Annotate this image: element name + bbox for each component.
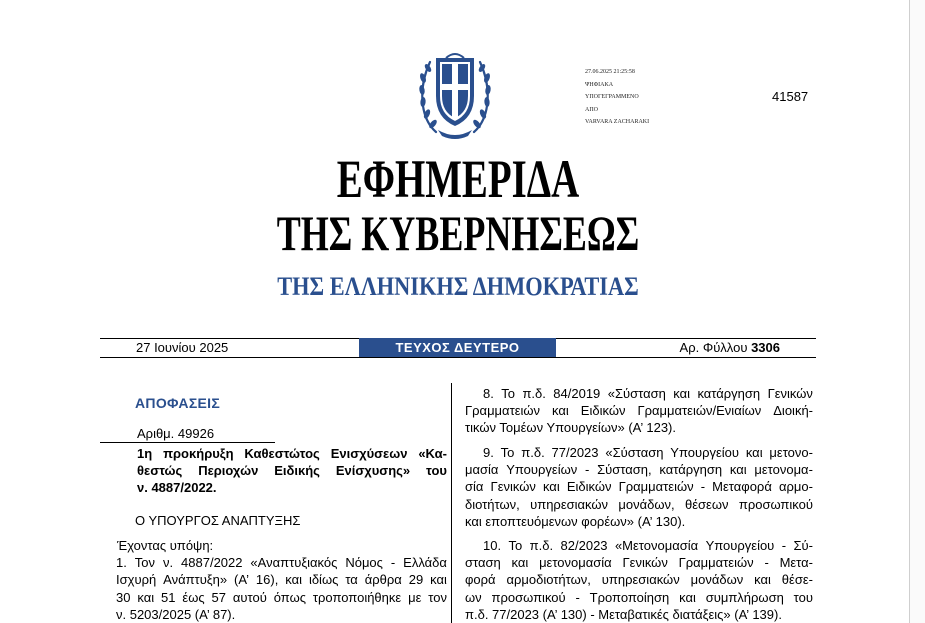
text-line: σία Γενικών και Ειδικών Γραμματειών - Μεταφορά αρμο- bbox=[465, 479, 813, 495]
gazette-title-line1: ΕΦΗΜΕΡΙΔΑ bbox=[336, 149, 580, 209]
text-line: ν. 4887/2022. bbox=[137, 480, 217, 495]
recital-item bbox=[465, 385, 813, 437]
decision-title bbox=[137, 445, 447, 496]
signature-line: ΨΗΦΙΑΚΑ bbox=[585, 81, 614, 88]
text-line: Ισχυρή Ανάπτυξη» (Α’ 16), και ιδίως τα άρθρα 29 και bbox=[116, 572, 447, 588]
text-line: 30 και 51 έως 57 αυτού όπως τροποποιήθηκε με τον bbox=[116, 589, 447, 605]
text-line: ων προσωπικού - Τροποποίηση και συμπλήρωση του bbox=[465, 589, 813, 605]
page-number: 41587 bbox=[772, 89, 809, 104]
column-divider bbox=[451, 383, 452, 623]
band-bottom-rule bbox=[100, 357, 816, 358]
text-line: φορά αρμοδιοτήτων, υπηρεσιακών μονάδων και θέσε- bbox=[465, 572, 813, 588]
text-line: σταση και μετονομασία Γενικών Γραμματειών - Μετα- bbox=[465, 555, 813, 571]
text-line: 8. Το π.δ. 84/2019 «Σύσταση και κατάργηση Γενικών bbox=[483, 386, 813, 401]
sheet-number-value: 3306 bbox=[751, 340, 780, 355]
text-line: π.δ. 77/2023 (Α’ 130) - Μεταβατικές διατάξεις» (Α’ 139). bbox=[465, 606, 782, 622]
having-regard: Έχοντας υπόψη: bbox=[117, 538, 214, 553]
sheet-number bbox=[680, 340, 780, 355]
text-line: 1η προκήρυξη Καθεστώτος Ενισχύσεων «Κα- bbox=[137, 446, 447, 461]
text-line: μασία Υπουργείων - Σύσταση, κατάργηση και μετονομα- bbox=[465, 462, 813, 478]
decision-number-rule bbox=[100, 442, 275, 443]
text-line: 10. Το π.δ. 82/2023 «Μετονομασία Υπουργείου - Σύ- bbox=[483, 538, 813, 553]
gazette-subtitle: ΤΗΣ ΕΛΛΗΝΙΚΗΣ ΔΗΜΟΚΡΑΤΙΑΣ bbox=[277, 272, 639, 301]
decision-number: Αριθμ. 49926 bbox=[137, 426, 215, 441]
text-line: διοτήτων, υπηρεσιακών μονάδων, θέσεων προσωπικού bbox=[465, 496, 813, 512]
gazette-title-line2: ΤΗΣ ΚΥΒΕΡΝΗΣΕΩΣ bbox=[276, 205, 640, 261]
minister-heading: Ο ΥΠΟΥΡΓΟΣ ΑΝΑΠΤΥΞΗΣ bbox=[135, 513, 301, 528]
text-line: 1. Τον ν. 4887/2022 «Αναπτυξιακός Νόμος - Ελλάδα bbox=[116, 555, 447, 570]
digital-signature-stamp bbox=[585, 66, 649, 129]
recital-item bbox=[465, 537, 813, 623]
recital-item bbox=[465, 444, 813, 530]
signature-line: VARVARA ZACHARAKI bbox=[585, 119, 650, 125]
text-line: 9. Το π.δ. 77/2023 «Σύσταση Υπουργείου και μετονο- bbox=[483, 445, 813, 460]
signature-line: ΑΠΟ bbox=[585, 106, 598, 113]
sheet-label: Αρ. Φύλλου bbox=[679, 340, 748, 355]
text-line: ν. 5203/2025 (Α’ 87). bbox=[116, 606, 236, 622]
text-line: Γραμματειών και Ειδικών Γραμματειών/Ενιαίων Διοική- bbox=[465, 403, 813, 419]
signature-line: 27.06.2025 21:25:58 bbox=[585, 69, 635, 75]
text-line: τικών Τομέων Υπουργείων» (Α’ 123). bbox=[465, 420, 676, 436]
recital-item bbox=[116, 554, 447, 623]
section-heading: ΑΠΟΦΑΣΕΙΣ bbox=[135, 395, 221, 411]
text-line: και εποπτευόμενων φορέων» (Α’ 130). bbox=[465, 513, 686, 529]
signature-line: ΥΠΟΓΕΓΡΑΜΜΕΝΟ bbox=[585, 94, 639, 100]
issue-series-badge: ΤΕΥΧΟΣ ΔΕΥΤΕΡΟ bbox=[359, 338, 556, 357]
greek-coat-of-arms-icon bbox=[416, 48, 494, 140]
viewer-gutter bbox=[910, 0, 925, 623]
text-line: θεστώς Περιοχών Ειδικής Ενίσχυσης» του bbox=[137, 463, 447, 478]
issue-date: 27 Ιουνίου 2025 bbox=[136, 340, 229, 355]
issue-band bbox=[100, 338, 816, 358]
